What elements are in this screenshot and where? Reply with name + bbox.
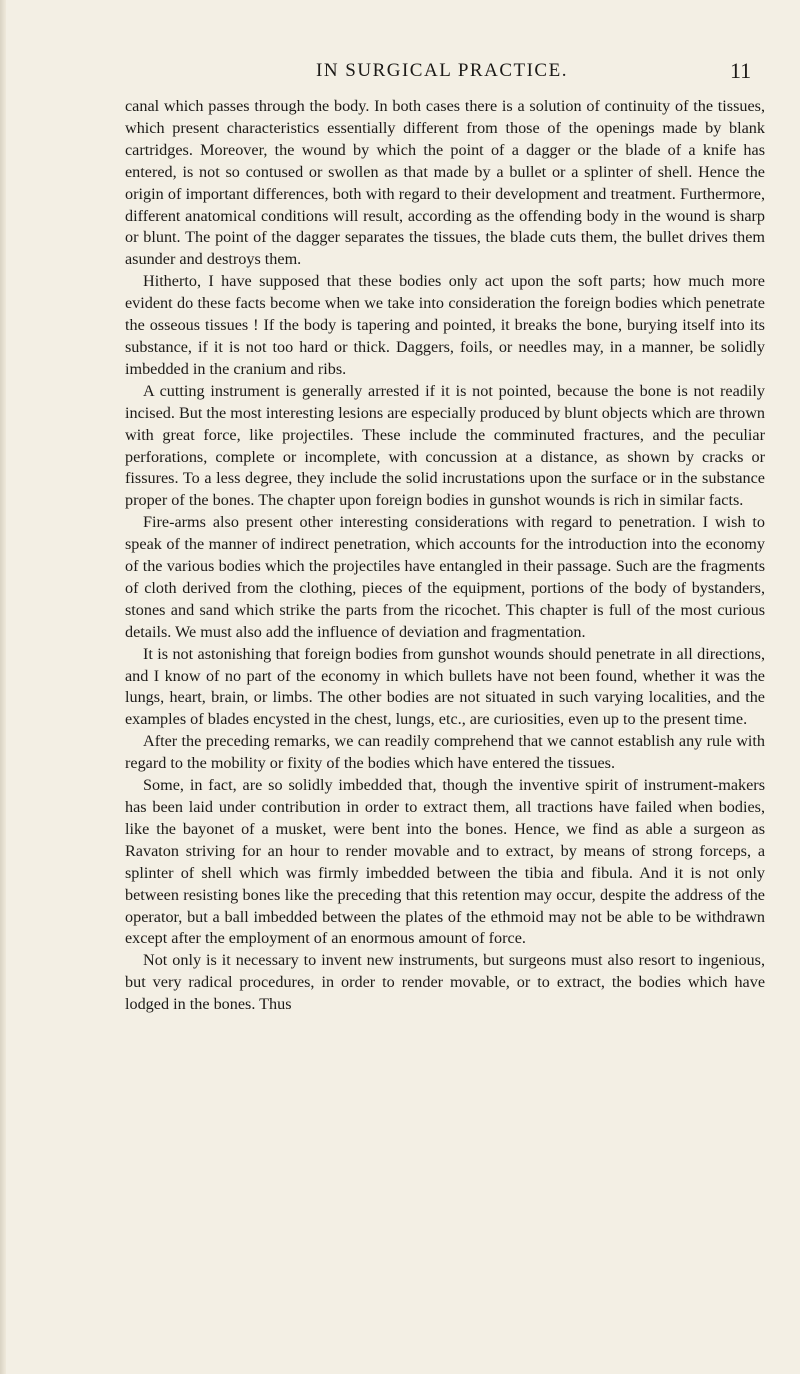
running-title: IN SURGICAL PRACTICE. — [316, 60, 568, 81]
paragraph-6: After the preceding remarks, we can readily comprehend that we cannot establish any rule with regard to the mobility or fixity of the bodies which have entered the tissues. — [125, 732, 765, 773]
paragraph-5: It is not astonishing that foreign bodies from gunshot wounds should penetrate in all directions, and I know of no part of the economy in which bullets have not been found, whether it was the lungs, heart, brain, or limbs. The other bodies are not situated in such varying localities, and the examples of blades encysted in the chest, lungs, etc., are curiosities, even up to the present time. — [125, 644, 765, 729]
paragraph-2: Hitherto, I have supposed that these bodies only act upon the soft parts; how much more evident do these facts become when we take into consideration the foreign bodies which penetrate the osseous tissues ! If the body is tapering and pointed, it breaks the bone, burying itself into its substance, if it is not too hard or thick. Daggers, foils, or needles may, in a manner, be solidly imbedded in the cranium and ribs. — [125, 272, 765, 378]
paragraph-7: Some, in fact, are so solidly imbedded that, though the inventive spirit of instrument-makers has been laid under contribution in order to extract them, all tractions have failed when bodies, like the bayonet of a musket, were bent into the bones. Hence, we find as able a surgeon as Ravaton striving for an hour to render movable and to extract, by means of strong forceps, a splinter of shell which was firmly imbedded between the tibia and fibula. And it is not only between resisting bones like the preceding that this retention may occur, despite the address of the operator, but a ball imbedded between the plates of the ethmoid may not be able to be withdrawn except after the employment of an enormous amount of force. — [125, 776, 765, 948]
running-head — [0, 58, 800, 88]
paragraph-3: A cutting instrument is generally arrested if it is not pointed, because the bone is not readily incised. But the most interesting lesions are especially produced by blunt objects which are thrown with great force, like projectiles. These include the comminuted fractures, and the peculiar perforations, complete or incomplete, with concussion at a distance, as shown by cracks or fissures. To a less degree, they include the solid incrustations upon the surface or in the substance proper of the bones. The chapter upon foreign bodies in gunshot wounds is rich in similar facts. — [125, 381, 765, 510]
page-edge — [0, 0, 6, 1374]
paragraph-1: canal which passes through the body. In both cases there is a solution of continuity of the tissues, which present characteristics essentially different from those of the openings made by blank cartridges. Moreover, the wound by which the point of a dagger or the blade of a knife has entered, is not so contused or swollen as that made by a bullet or a splinter of shell. Hence the origin of important differences, both with regard to their development and treatment. Furthermore, different anatomical conditions will result, according as the offending body in the wound is sharp or blunt. The point of the dagger separates the tissues, the blade cuts them, the bullet drives them asunder and destroys them. — [125, 97, 765, 269]
page-number: 11 — [730, 58, 752, 83]
paragraph-8: Not only is it necessary to invent new instruments, but surgeons must also resort to ingenious, but very radical procedures, in order to render movable, or to extract, the bodies which have lodged in the bones. Thus — [125, 951, 765, 1014]
body-text — [125, 96, 765, 1016]
paragraph-4: Fire-arms also present other interesting considerations with regard to penetration. I wish to speak of the manner of indirect penetration, which accounts for the introduction into the economy of the various bodies which the projectiles have entangled in their passage. Such are the fragments of cloth derived from the clothing, pieces of the equipment, portions of the body of bystanders, stones and sand which strike the parts from the ricochet. This chapter is full of the most curious details. We must also add the influence of deviation and fragmentation. — [125, 513, 765, 641]
